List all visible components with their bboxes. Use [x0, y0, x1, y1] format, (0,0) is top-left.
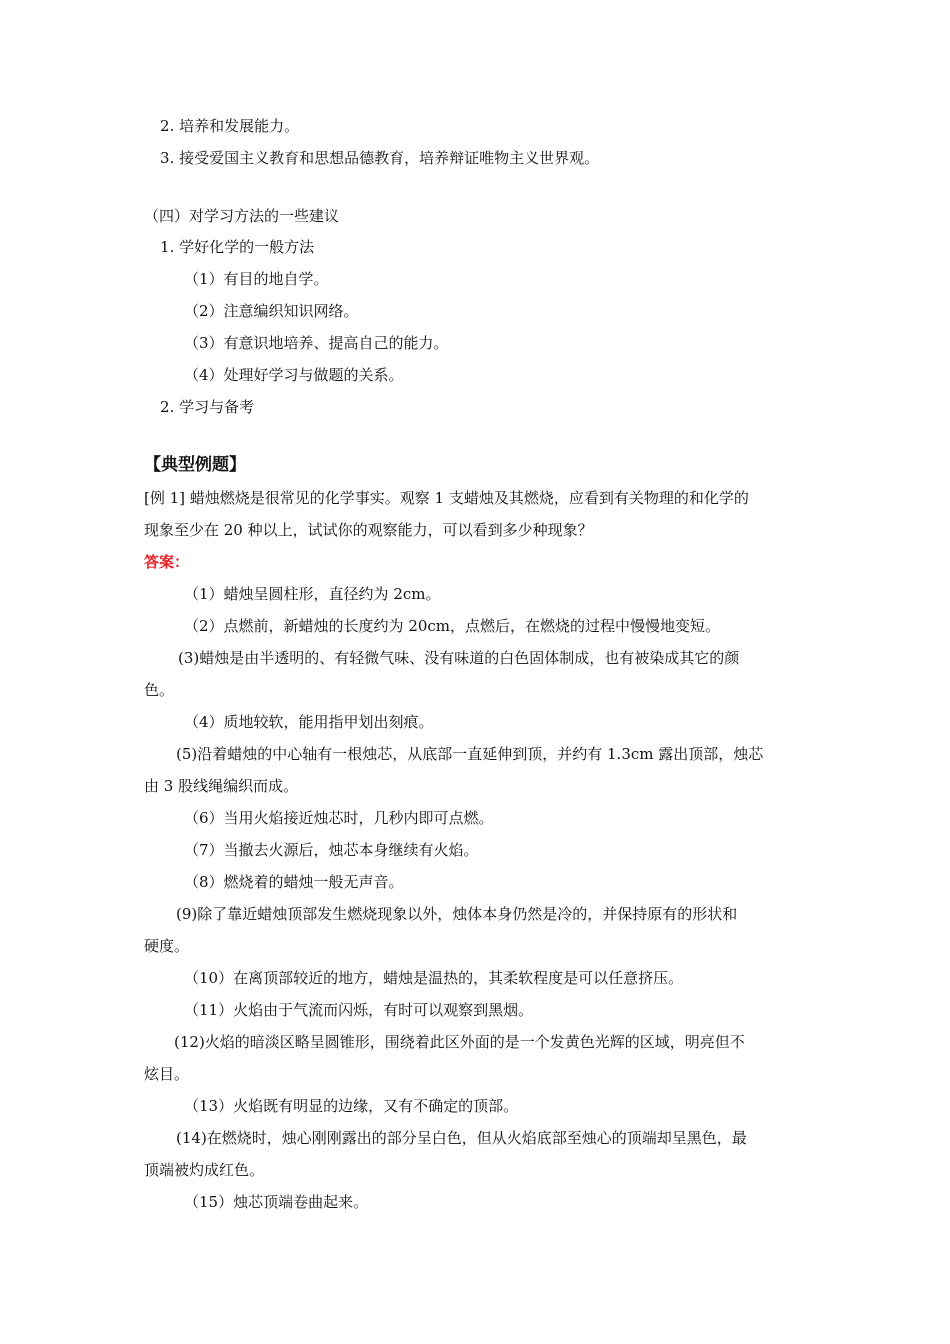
answer-item: （15）烛芯顶端卷曲起来。: [184, 1193, 369, 1211]
answer-item: （2）点燃前，新蜡烛的长度约为 20cm，点燃后，在燃烧的过程中慢慢地变短。: [184, 617, 721, 635]
answer-item: （4）质地较软，能用指甲划出刻痕。: [184, 713, 434, 731]
answer-label: 答案：: [144, 553, 190, 571]
answer-item: （7）当撤去火源后，烛芯本身继续有火焰。: [184, 841, 479, 859]
answer-item: (12)火焰的暗淡区略呈圆锥形，围绕着此区外面的是一个发黄色光辉的区域，明亮但不: [174, 1033, 745, 1051]
answer-item: （6）当用火焰接近烛芯时，几秒内即可点燃。: [184, 809, 494, 827]
method-sub-item: （3）有意识地培养、提高自己的能力。: [184, 334, 449, 352]
answer-item-continuation: 炫目。: [144, 1065, 190, 1083]
answer-item-continuation: 顶端被灼成红色。: [144, 1161, 265, 1179]
answer-item-continuation: 硬度。: [144, 937, 190, 955]
objective-item-2: 2. 培养和发展能力。: [160, 117, 300, 135]
example-question-line-1: [例 1] 蜡烛燃烧是很常见的化学事实。观察 1 支蜡烛及其燃烧，应看到有关物理的和化学的: [144, 489, 749, 507]
answer-item: （1）蜡烛呈圆柱形，直径约为 2cm。: [184, 585, 441, 603]
answer-item-continuation: 由 3 股线绳编织而成。: [144, 777, 299, 795]
example-question-line-2: 现象至少在 20 种以上，试试你的观察能力，可以看到多少种现象？: [144, 521, 593, 539]
method-item-2: 2. 学习与备考: [160, 398, 255, 416]
method-sub-item: （4）处理好学习与做题的关系。: [184, 366, 404, 384]
examples-heading: 【典型例题】: [144, 455, 246, 475]
answer-item: (9)除了靠近蜡烛顶部发生燃烧现象以外，烛体本身仍然是冷的，并保持原有的形状和: [176, 905, 738, 923]
answer-item: (5)沿着蜡烛的中心轴有一根烛芯，从底部一直延伸到顶，并约有 1.3cm 露出顶部，烛芯: [176, 745, 764, 763]
method-sub-item: （1）有目的地自学。: [184, 270, 329, 288]
answer-item: (3)蜡烛是由半透明的、有轻微气味、没有味道的白色固体制成，也有被染成其它的颜: [178, 649, 740, 667]
answer-item: （13）火焰既有明显的边缘，又有不确定的顶部。: [184, 1097, 519, 1115]
method-sub-item: （2）注意编织知识网络。: [184, 302, 359, 320]
method-item-1: 1. 学好化学的一般方法: [160, 238, 315, 256]
answer-item: （10）在离顶部较近的地方，蜡烛是温热的，其柔软程度是可以任意挤压。: [184, 969, 684, 987]
answer-item: （11）火焰由于气流而闪烁，有时可以观察到黑烟。: [184, 1001, 534, 1019]
section-4-title: （四）对学习方法的一些建议: [144, 207, 340, 225]
answer-item: (14)在燃烧时，烛心刚刚露出的部分呈白色，但从火焰底部至烛心的顶端却呈黑色，最: [176, 1129, 747, 1147]
objective-item-3: 3. 接受爱国主义教育和思想品德教育，培养辩证唯物主义世界观。: [160, 149, 600, 167]
answer-item: （8）燃烧着的蜡烛一般无声音。: [184, 873, 404, 891]
answer-item-continuation: 色。: [144, 681, 175, 699]
